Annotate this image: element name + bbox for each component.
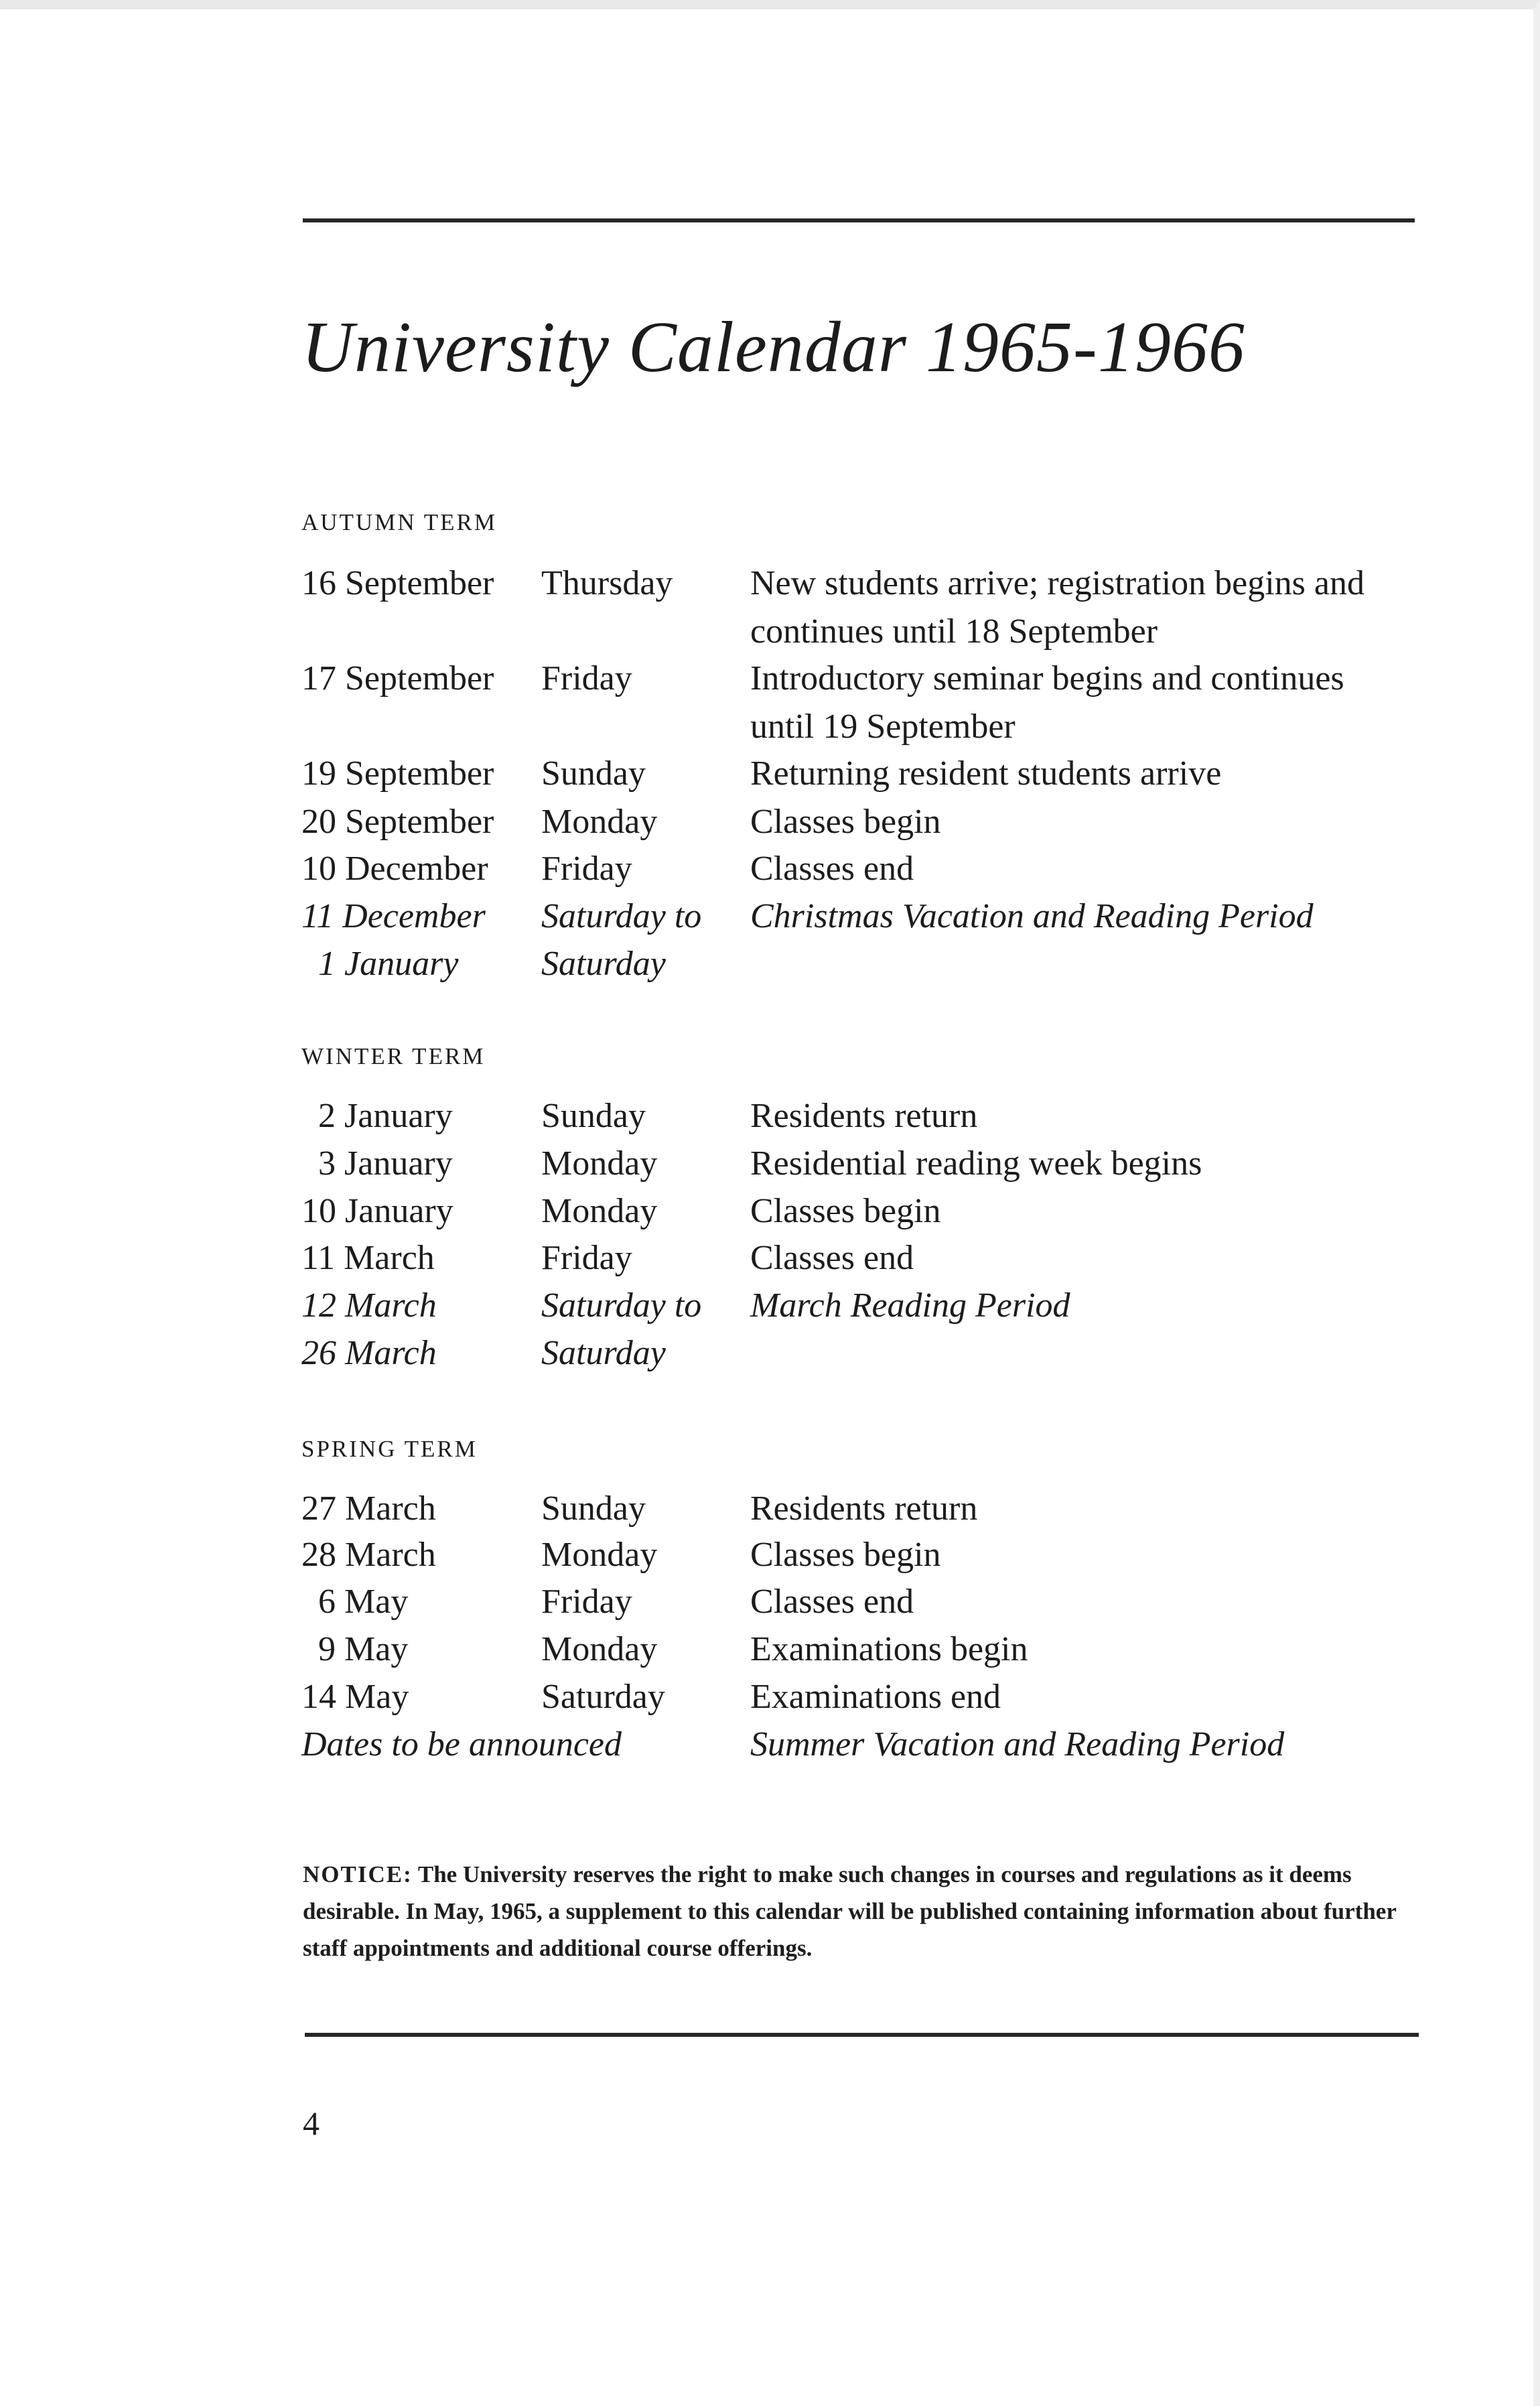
row-date: 11 December bbox=[301, 897, 486, 935]
row-day: Sunday bbox=[541, 754, 646, 793]
row-day: Friday bbox=[541, 1239, 632, 1277]
table-row bbox=[0, 559, 1540, 651]
row-day: Thursday bbox=[541, 564, 673, 602]
table-row bbox=[0, 798, 1540, 846]
table-row bbox=[0, 892, 1540, 941]
table-row bbox=[0, 1234, 1540, 1282]
row-date: 27 March bbox=[301, 1489, 436, 1528]
spring-term-heading: SPRING TERM bbox=[301, 1436, 478, 1462]
row-date: 10 January bbox=[301, 1192, 453, 1230]
row-date: 19 September bbox=[301, 754, 494, 793]
row-event: Classes end bbox=[750, 1239, 914, 1277]
row-event: Returning resident students arrive bbox=[750, 754, 1222, 793]
table-row bbox=[0, 940, 1540, 988]
row-date: 12 March bbox=[301, 1286, 437, 1325]
table-row bbox=[0, 1721, 1540, 1769]
page-number: 4 bbox=[303, 2104, 320, 2142]
row-day: Monday bbox=[541, 1144, 658, 1183]
row-date: 11 March bbox=[301, 1239, 435, 1277]
table-row bbox=[0, 655, 1540, 746]
table-row bbox=[0, 750, 1540, 798]
table-row bbox=[0, 1485, 1540, 1533]
row-day: Saturday bbox=[541, 1334, 666, 1372]
row-day: Saturday to bbox=[541, 897, 702, 935]
row-date: 10 December bbox=[301, 850, 488, 888]
table-row bbox=[0, 1187, 1540, 1235]
row-date: 2 January bbox=[318, 1097, 453, 1135]
row-event: Examinations end bbox=[750, 1678, 1001, 1716]
table-row bbox=[0, 1140, 1540, 1188]
row-day: Friday bbox=[541, 850, 632, 888]
row-event: March Reading Period bbox=[750, 1286, 1070, 1325]
row-event: Classes begin bbox=[750, 1536, 941, 1574]
row-event: Classes end bbox=[750, 850, 914, 888]
row-date: 26 March bbox=[301, 1334, 437, 1372]
autumn-term-heading: AUTUMN TERM bbox=[301, 509, 497, 535]
table-row bbox=[0, 1531, 1540, 1579]
row-date: 3 January bbox=[318, 1144, 453, 1183]
row-event: New students arrive; registration begins and continues until 18 September bbox=[750, 564, 1364, 651]
row-event: Classes begin bbox=[750, 803, 941, 841]
row-date: 6 May bbox=[318, 1583, 409, 1621]
row-date: 20 September bbox=[301, 803, 494, 841]
row-day: Sunday bbox=[541, 1489, 646, 1528]
row-event: Christmas Vacation and Reading Period bbox=[750, 897, 1314, 935]
table-row bbox=[0, 1625, 1540, 1674]
row-date: 1 January bbox=[318, 945, 459, 983]
bottom-rule bbox=[305, 2033, 1419, 2037]
notice-paragraph bbox=[303, 1856, 1418, 1966]
row-date: 9 May bbox=[318, 1630, 409, 1668]
row-event: Residents return bbox=[750, 1489, 978, 1528]
row-day: Sunday bbox=[541, 1097, 646, 1135]
row-event: Residents return bbox=[750, 1097, 978, 1135]
table-row bbox=[0, 1092, 1540, 1140]
row-day: Saturday bbox=[541, 945, 666, 983]
row-date: Dates to be announced bbox=[301, 1725, 622, 1763]
table-row bbox=[0, 1578, 1540, 1626]
row-day: Friday bbox=[541, 1583, 632, 1621]
row-date: 14 May bbox=[301, 1678, 409, 1716]
row-day: Saturday bbox=[541, 1678, 665, 1716]
row-event: Summer Vacation and Reading Period bbox=[750, 1725, 1285, 1763]
row-event: Classes end bbox=[750, 1583, 914, 1621]
notice-label: NOTICE: bbox=[303, 1861, 413, 1887]
page-title: University Calendar 1965-1966 bbox=[301, 308, 1245, 388]
winter-term-heading: WINTER TERM bbox=[301, 1043, 486, 1069]
row-date: 28 March bbox=[301, 1536, 436, 1574]
row-event: Residential reading week begins bbox=[750, 1144, 1202, 1183]
table-row bbox=[0, 1282, 1540, 1330]
row-date: 17 September bbox=[301, 659, 494, 697]
notice-text: The University reserves the right to make such changes in courses and regulations as it deems desirable. In May, 1965, a supplement to this calendar will be published containing information about further staff appointments and additional course offerings. bbox=[303, 1861, 1397, 1961]
row-day: Friday bbox=[541, 659, 632, 697]
row-event: Classes begin bbox=[750, 1192, 941, 1230]
row-day: Monday bbox=[541, 803, 658, 841]
table-row bbox=[0, 1329, 1540, 1378]
row-day: Monday bbox=[541, 1536, 658, 1574]
row-date: 16 September bbox=[301, 564, 494, 602]
row-day: Monday bbox=[541, 1630, 658, 1668]
table-row bbox=[0, 845, 1540, 893]
row-event: Examinations begin bbox=[750, 1630, 1028, 1668]
row-day: Saturday to bbox=[541, 1286, 702, 1325]
top-rule bbox=[303, 218, 1415, 222]
row-day: Monday bbox=[541, 1192, 658, 1230]
row-event: Introductory seminar begins and continues until 19 September bbox=[750, 659, 1344, 746]
table-row bbox=[0, 1673, 1540, 1721]
